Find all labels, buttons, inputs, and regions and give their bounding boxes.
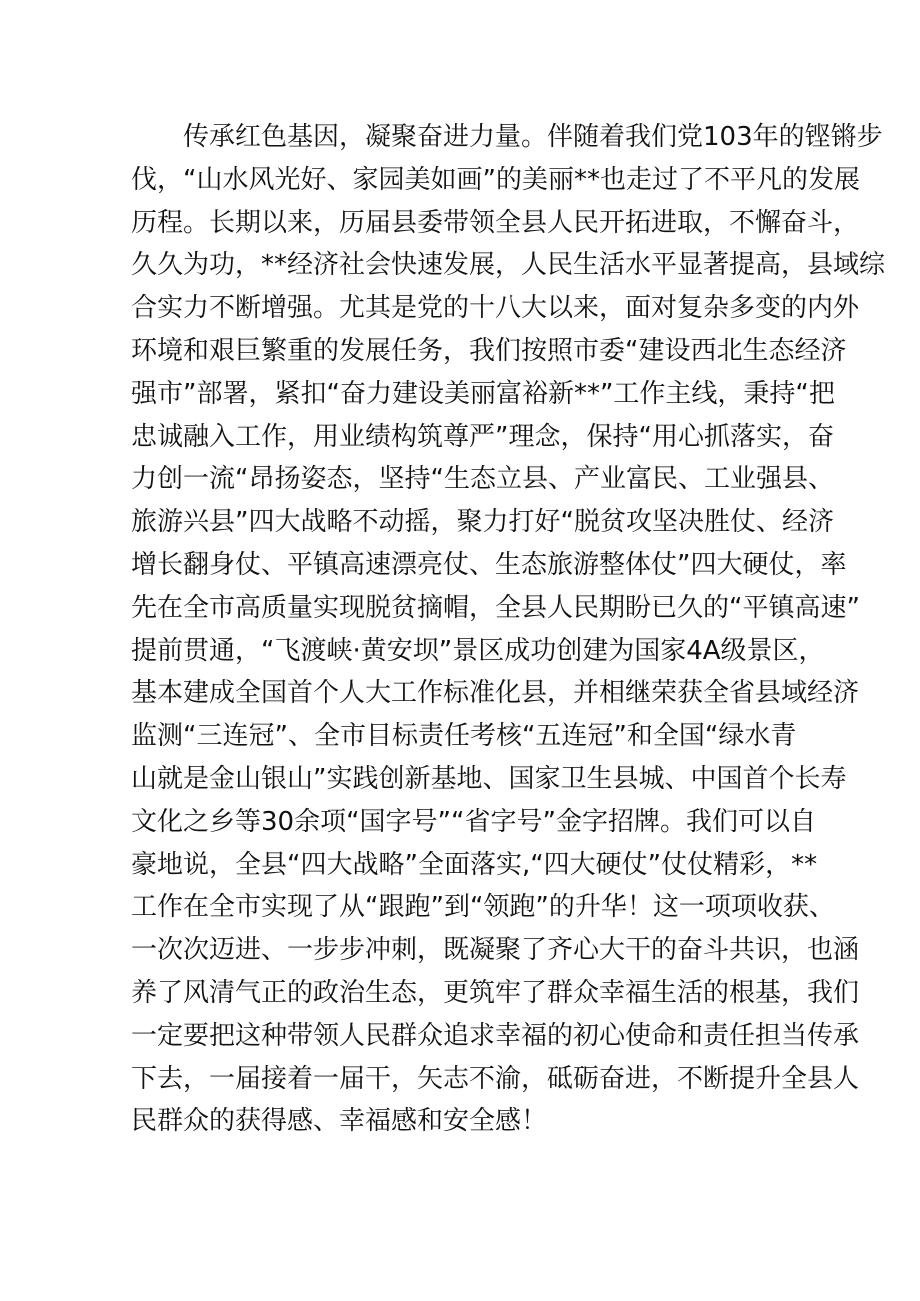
paragraph-line: 基本建成全国首个人大工作标准化县，并相继荣获全省县域经济 xyxy=(131,678,860,709)
paragraph-line: 忠诚融入工作，用业绩构筑尊严”理念，保持“用心抓落实，奋 xyxy=(131,421,834,452)
paragraph-line: 下去，一届接着一届干，矢志不渝，砥砺奋进，不断提升全县人 xyxy=(131,1063,860,1094)
paragraph-line: 伐，“山水风光好、家园美如画”的美丽**也走过了不平凡的发展 xyxy=(131,164,860,195)
paragraph-line: 传承红色基因，凝聚奋进力量。伴随着我们党103年的铿锵步 xyxy=(131,122,883,152)
paragraph-line: 合实力不断增强。尤其是党的十八大以来，面对复杂多变的内外 xyxy=(131,293,860,324)
paragraph-line: 豪地说，全县“四大战略”全面落实,“四大硬仗”仗仗精彩，** xyxy=(131,849,818,880)
paragraph-line: 山就是金山银山”实践创新基地、国家卫生县城、中国首个长寿 xyxy=(131,763,847,794)
paragraph-line: 养了风清气正的政治生态，更筑牢了群众幸福生活的根基，我们 xyxy=(131,977,860,1008)
paragraph-line: 旅游兴县”四大战略不动摇，聚力打好“脱贫攻坚决胜仗、经济 xyxy=(131,507,834,538)
paragraph-line: 历程。长期以来，历届县委带领全县人民开拓进取，不懈奋斗， xyxy=(131,207,860,238)
paragraph-line: 力创一流“昂扬姿态，坚持“生态立县、产业富民、工业强县、 xyxy=(131,464,834,495)
paragraph-line: 民群众的获得感、幸福感和安全感！ xyxy=(131,1106,548,1137)
paragraph-line: 提前贯通，“飞渡峡·黄安坝”景区成功创建为国家4A级景区， xyxy=(131,635,825,666)
paragraph-line: 先在全市高质量实现脱贫摘帽，全县人民期盼已久的“平镇高速” xyxy=(131,592,860,623)
body-paragraph xyxy=(131,116,886,1143)
paragraph-line: 监测“三连冠”、全市目标责任考核“五连冠”和全国“绿水青 xyxy=(131,721,797,752)
paragraph-line: 一定要把这种带领人民群众追求幸福的初心使命和责任担当传承 xyxy=(131,1020,860,1051)
paragraph-line: 久久为功，**经济社会快速发展，人民生活水平显著提高，县域综 xyxy=(131,250,886,281)
paragraph-line: 文化之乡等30余项“国字号”“省字号”金字招牌。我们可以自 xyxy=(131,806,816,837)
paragraph-line: 强市”部署，紧扣“奋力建设美丽富裕新**”工作主线，秉持“把 xyxy=(131,378,835,409)
paragraph-line: 工作在全市实现了从“跟跑”到“领跑”的升华！这一项项收获、 xyxy=(131,892,835,923)
paragraph-line: 增长翻身仗、平镇高速漂亮仗、生态旅游整体仗”四大硬仗，率 xyxy=(131,549,847,580)
paragraph-line: 环境和艰巨繁重的发展任务，我们按照市委“建设西北生态经济 xyxy=(131,335,847,366)
paragraph-line: 一次次迈进、一步步冲刺，既凝聚了齐心大干的奋斗共识，也涵 xyxy=(131,935,860,966)
